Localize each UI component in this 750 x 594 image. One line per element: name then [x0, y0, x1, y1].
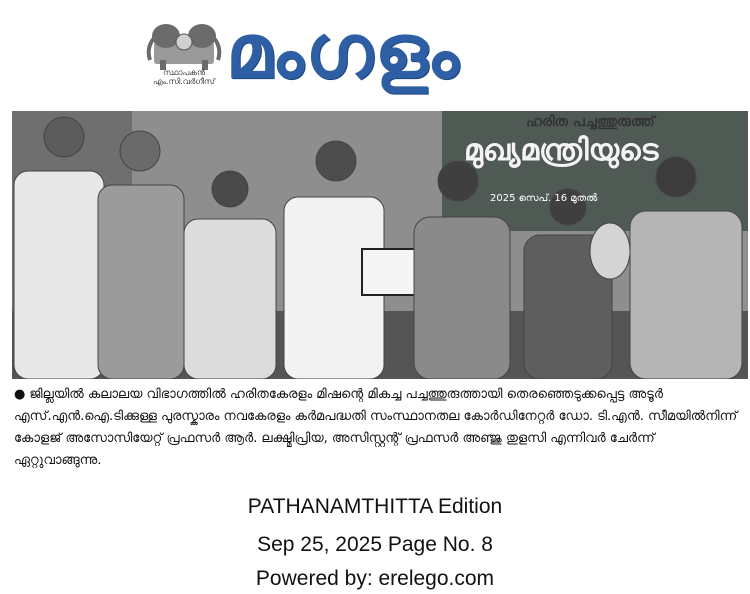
- caption-text: ജില്ലയിൽ കലാലയ വിഭാഗത്തിൽ ഹരിതകേരളം മിഷന്റെ മികച്ച പച്ചത്തുരുത്തായി തെരഞ്ഞെടുക്കപ്പെട്ട അടൂർ എസ്.എൻ.ഐ.ടിക്കുള്ള പുരസ്കാരം നവകേരളം കർമപദ്ധതി സംസ്ഥാനതല കോർഡിനേറ്റർ ഡോ. ടി.എൻ. സീമയിൽനിന്ന് കോളജ് അസോസിയേറ്റ് പ്രഫസർ ആർ. ലക്ഷ്മിപ്രിയ, അസിസ്റ്റന്റ് പ്രഫസർ അഞ്ജു തുളസി എന്നിവർ ചേർന്ന് ഏറ്റുവാങ്ങുന്നു.: [14, 387, 738, 468]
- edition-date-page: Sep 25, 2025 Page No. 8: [257, 533, 493, 556]
- caption-bullet: ●: [14, 387, 26, 402]
- news-photo: [12, 111, 748, 379]
- photo-caption: [14, 384, 740, 472]
- banner-text-date: 2025 സെപ്. 16 മുതൽ: [490, 193, 598, 204]
- masthead: [0, 0, 750, 108]
- powered-by: Powered by: erelego.com: [255, 567, 495, 590]
- edition-name: PATHANAMTHITTA Edition: [247, 495, 503, 518]
- banner-text-main: മുഖ്യമന്ത്രിയുടെ: [464, 133, 659, 168]
- newspaper-logo: മംഗളം: [226, 9, 461, 95]
- emblem-caption: സ്ഥാപകൻ എം.സി.വർഗീസ്: [152, 68, 216, 86]
- banner-text-top: ഹരിത പച്ചത്തുരുത്ത്: [526, 114, 655, 130]
